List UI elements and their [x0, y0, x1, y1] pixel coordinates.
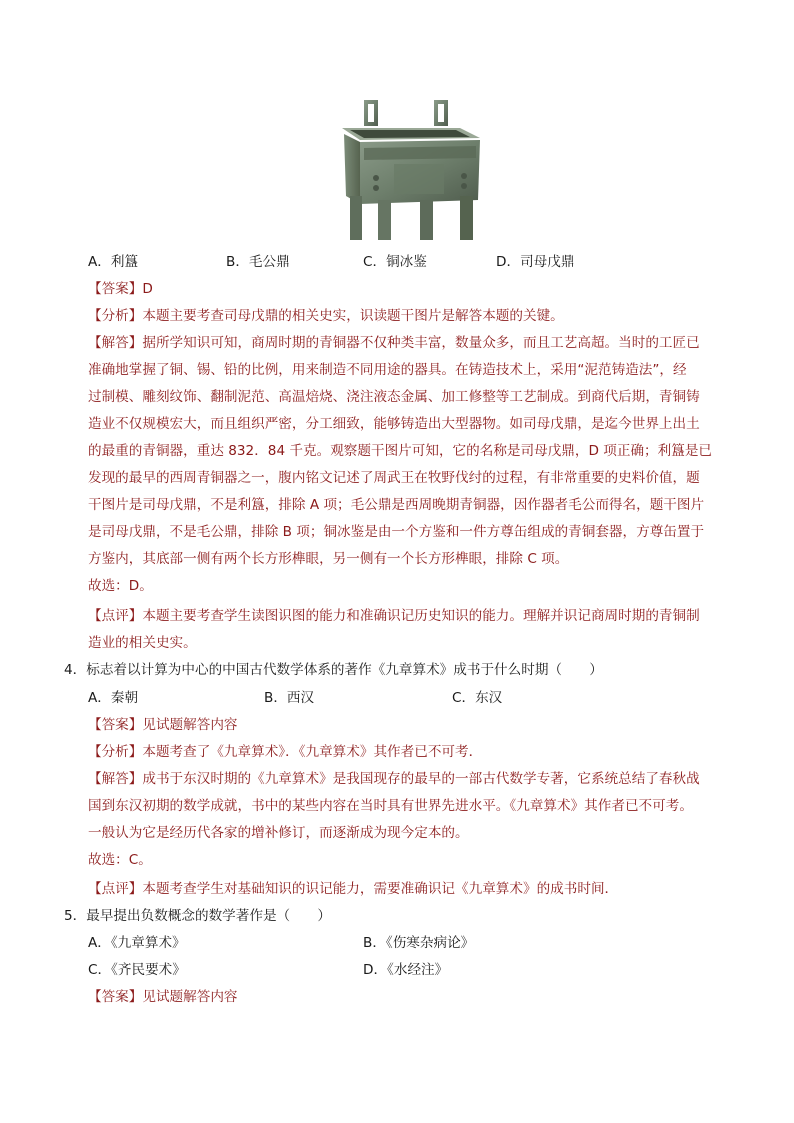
comment-tag: 【点评】 [88, 881, 143, 897]
q3-comment-line: 造业的相关史实。 [88, 635, 197, 651]
option-a: A．利簋 [88, 254, 139, 270]
solution-tag: 【解答】 [88, 771, 143, 787]
comment-text: 本题主要考查学生读图识图的能力和准确识记历史知识的能力。理解并识记商周时期的青铜制 [142, 608, 700, 624]
analysis-text: 本题主要考查司母戊鼎的相关史实，识读题干图片是解答本题的关键。 [142, 308, 564, 324]
q3-solution-line: 干图片是司母戊鼎，不是利簋，排除 A 项；毛公鼎是西周晚期青铜器，因作器者毛公而得名，题干图片 [88, 497, 705, 513]
analysis-tag: 【分析】 [88, 308, 143, 324]
q4-conclusion: 故选：C。 [88, 852, 152, 868]
q4-solution-line: 国到东汉初期的数学成就，书中的某些内容在当时具有世界先进水平。《九章算术》其作者已不可考。 [88, 798, 693, 814]
q3-solution-line: 造业不仅规模宏大，而且组织严密，分工细致，能够铸造出大型器物。如司母戊鼎，是迄今世界上出土 [88, 416, 700, 432]
option-b: B．《伤寒杂病论》 [363, 935, 475, 951]
answer-tag: 【答案】 [88, 281, 143, 297]
option-a: A．《九章算术》 [88, 935, 186, 951]
q4-stem: 4．标志着以计算为中心的中国古代数学体系的著作《九章算术》成书于什么时期（ ） [64, 662, 603, 678]
q3-solution-line: 是司母戊鼎，不是毛公鼎，排除 B 项；铜冰鉴是由一个方鉴和一件方尊缶组成的青铜套器，方尊缶置于 [88, 524, 705, 540]
answer-text: 见试题解答内容 [142, 989, 238, 1005]
solution-tag: 【解答】 [88, 335, 143, 351]
q3-solution-line: 过制模、雕刻纹饰、翻制泥范、高温焙烧、浇注液态金属、加工修整等工艺制成。到商代后期，青铜铸 [88, 389, 700, 405]
q3-conclusion: 故选：D。 [88, 578, 153, 594]
option-c: C．铜冰鉴 [363, 254, 427, 270]
option-b: B．西汉 [264, 690, 315, 706]
answer-text: 见试题解答内容 [142, 717, 238, 733]
option-d: D．《水经注》 [363, 962, 449, 978]
q5-stem: 5．最早提出负数概念的数学著作是（ ） [64, 908, 331, 924]
q4-answer [88, 712, 238, 739]
q3-solution-line: 的最重的青铜器，重达 832．84 千克。观察题干图片可知，它的名称是司母戊鼎，D 项正确；利簋是已 [88, 443, 713, 459]
q4-solution-line [88, 766, 700, 793]
option-b: B．毛公鼎 [226, 254, 290, 270]
comment-text: 本题考查学生对基础知识的识记能力，需要准确识记《九章算术》的成书时间． [142, 881, 619, 897]
answer-text: D [142, 281, 153, 297]
comment-tag: 【点评】 [88, 608, 143, 624]
q3-analysis [88, 303, 564, 330]
q3-comment [88, 603, 700, 630]
option-c: C．《齐民要术》 [88, 962, 186, 978]
q3-solution-line [88, 330, 700, 357]
answer-tag: 【答案】 [88, 989, 143, 1005]
q4-analysis [88, 739, 482, 766]
q5-answer [88, 984, 238, 1011]
analysis-text: 本题考查了《九章算术》．《九章算术》其作者已不可考． [142, 744, 483, 760]
q3-solution-line: 方鉴内，其底部一侧有两个长方形榫眼，另一侧有一个长方形榫眼，排除 C 项。 [88, 551, 569, 567]
q3-solution-line: 准确地掌握了铜、锡、铅的比例，用来制造不同用途的器具。在铸造技术上，采用“泥范铸造法”，经 [88, 362, 687, 378]
solution-text: 据所学知识可知，商周时期的青铜器不仅种类丰富，数量众多，而且工艺高超。当时的工匠已 [142, 335, 700, 351]
option-d: D．司母戊鼎 [496, 254, 575, 270]
q4-comment [88, 876, 618, 903]
simuwu-ding-image [336, 92, 486, 242]
option-a: A．秦朝 [88, 690, 139, 706]
analysis-tag: 【分析】 [88, 744, 143, 760]
q4-solution-line: 一般认为它是经历代各家的增补修订，而逐渐成为现今定本的。 [88, 825, 469, 841]
q3-solution-line: 发现的最早的西周青铜器之一，腹内铭文记述了周武王在牧野伐纣的过程，有非常重要的史料价值，题 [88, 470, 700, 486]
q3-answer [88, 276, 153, 303]
solution-text: 成书于东汉时期的《九章算术》是我国现存的最早的一部古代数学专著，它系统总结了春秋战 [142, 771, 700, 787]
option-c: C．东汉 [452, 690, 503, 706]
answer-tag: 【答案】 [88, 717, 143, 733]
